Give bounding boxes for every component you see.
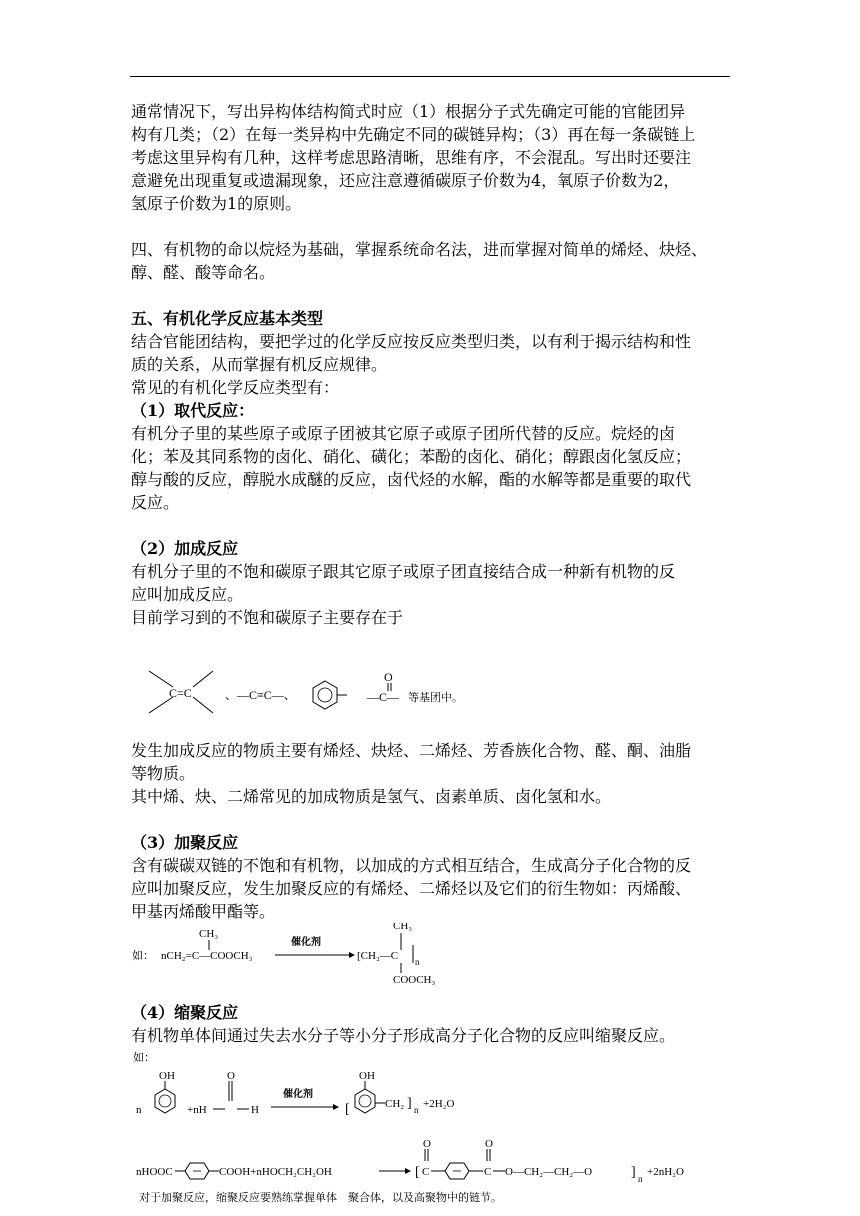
addition-after-line: 等物质。 bbox=[131, 764, 196, 783]
benzene-ring-icon bbox=[445, 1163, 469, 1179]
addition-heading: （2）加成反应 bbox=[131, 539, 239, 558]
addition-line: 目前学习到的不饱和碳原子主要存在于 bbox=[131, 608, 404, 627]
condensation-heading: （4）缩聚反应 bbox=[131, 1003, 239, 1022]
coefficient-n: n bbox=[136, 1104, 142, 1116]
polymer-subscript: n bbox=[415, 957, 420, 967]
intro-line: 氢原子价数为1的原则。 bbox=[131, 194, 302, 213]
section5-line: 质的关系，从而掌握有机反应规律。 bbox=[131, 355, 388, 374]
methyl-label-2: CH₃ bbox=[393, 923, 413, 932]
separator: 、 bbox=[225, 688, 238, 702]
groups-suffix: 等基团中。 bbox=[408, 692, 463, 704]
section5-heading: 五、有机化学反应基本类型 bbox=[131, 309, 324, 328]
glycol-chain: O—CH₂—CH₂—O bbox=[505, 1166, 593, 1178]
addition-line: 应叫加成反应。 bbox=[131, 585, 244, 604]
header-rule bbox=[130, 76, 730, 77]
bracket-right: ] bbox=[407, 1096, 412, 1111]
substitution-line: 化；苯及其同系物的卤化、硝化、磺化；苯酚的卤化、硝化；醇跟卤化氢反应； bbox=[131, 447, 692, 466]
benzene-ring-icon bbox=[155, 1089, 175, 1113]
addition-after-line: 其中烯、炔、二烯常见的加成物质是氢气、卤素单质、卤化氢和水。 bbox=[131, 787, 612, 806]
addition-polymerization-line: 甲基丙烯酸甲酯等。 bbox=[131, 902, 276, 921]
addition-after-line: 发生加成反应的物质主要有烯烃、炔烃、二烯烃、芳香族化合物、醛、酮、油脂 bbox=[131, 741, 692, 760]
caption: 对于加聚反应，缩聚反应要熟练掌握单体 聚合体，以及高聚物中的链节。 bbox=[139, 1191, 502, 1204]
carbonyl-oxygen: O bbox=[485, 1138, 493, 1150]
catalyst-label: 催化剂 bbox=[291, 937, 321, 948]
addition-line: 有机分子里的不饱和碳原子跟其它原子或原子团直接结合成一种新有机物的反 bbox=[131, 562, 676, 581]
water-product: +2H₂O bbox=[423, 1098, 455, 1110]
example-prefix: 如： bbox=[133, 1052, 155, 1064]
water-product-2: +2nH₂O bbox=[647, 1166, 684, 1178]
bracket-left: [ bbox=[345, 1102, 350, 1117]
carbonyl-oxygen: O bbox=[423, 1138, 431, 1150]
svg-text:C: C bbox=[422, 1166, 430, 1178]
terephthalic-prefix: nHOOC bbox=[136, 1166, 173, 1178]
formaldehyde-oxygen: O bbox=[227, 1070, 235, 1082]
formaldehyde-prefix: +nH bbox=[187, 1104, 207, 1116]
formaldehyde-h: H bbox=[251, 1104, 259, 1116]
intro-line: 考虑这里异构有几种，这样考虑思路清晰，思维有序，不会混乱。写出时还要注 bbox=[131, 148, 692, 167]
hydroxyl-label: OH bbox=[159, 1070, 175, 1082]
ethylene-glycol: COOH+nHOCH₂CH₂OH bbox=[219, 1166, 332, 1178]
alkene-group: C=C bbox=[169, 686, 192, 700]
catalyst-label: 催化剂 bbox=[283, 1089, 313, 1100]
intro-line: 通常情况下，写出异构体结构简式时应（1）根据分子式先确定可能的官能团异 bbox=[131, 102, 686, 121]
section5-line: 结合官能团结构，要把学过的化学反应按反应类型归类，以有利于揭示结构和性 bbox=[131, 332, 692, 351]
substitution-line: 醇与酸的反应，醇脱水成醚的反应，卤代烃的水解，酯的水解等都是重要的取代 bbox=[131, 470, 692, 489]
condensation-line: 有机物单体间通过失去水分子等小分子形成高分子化合物的反应叫缩聚反应。 bbox=[131, 1026, 676, 1045]
carbonyl-oxygen: O bbox=[384, 670, 393, 684]
polymer-formula: [CH₂—C bbox=[357, 950, 399, 962]
svg-text:C: C bbox=[484, 1166, 492, 1178]
bracket-right: ] bbox=[631, 1165, 636, 1180]
addition-polymerization-line: 应叫加聚反应，发生加聚反应的有烯烃、二烯烃以及它们的衍生物如：丙烯酸、 bbox=[131, 879, 692, 898]
intro-line: 构有几类；（2）在每一类异构中先确定不同的碳链异构；（3）再在每一条碳链上 bbox=[131, 125, 696, 144]
addition-polymerization-equation bbox=[131, 923, 731, 993]
substitution-line: 有机分子里的某些原子或原子团被其它原子或原子团所代替的反应。烷烃的卤 bbox=[131, 424, 676, 443]
benzene-ring-icon bbox=[313, 681, 347, 709]
example-prefix: 如： bbox=[132, 950, 154, 962]
unsaturated-groups-figure bbox=[131, 629, 731, 739]
condensation-equations bbox=[133, 1047, 733, 1197]
monomer-formula: nCH₂=C—COOCH₃ bbox=[161, 950, 253, 962]
addition-polymerization-heading: （3）加聚反应 bbox=[131, 833, 239, 852]
addition-polymerization-line: 含有碳碳双链的不饱和有机物，以加成的方式相互结合，生成高分子化合物的反 bbox=[131, 856, 692, 875]
intro-line: 意避免出现重复或遗漏现象，还应注意遵循碳原子价数为4，氧原子价数为2， bbox=[131, 171, 680, 190]
methyl-label: CH₃ bbox=[199, 928, 219, 940]
benzene-ring-icon bbox=[185, 1163, 209, 1179]
substitution-heading: （1）取代反应： bbox=[131, 401, 255, 420]
ester-group: COOCH₃ bbox=[393, 974, 436, 986]
methylene-label: CH₂ bbox=[385, 1098, 405, 1110]
subscript-n: n bbox=[638, 1174, 643, 1184]
document-page bbox=[131, 100, 731, 1205]
subscript-n: n bbox=[414, 1105, 419, 1115]
alkyne-group: —C≡C—、 bbox=[237, 688, 296, 702]
carbonyl-group: —C— bbox=[367, 690, 400, 704]
section4-line: 四、有机物的命以烷烃为基础，掌握系统命名法，进而掌握对简单的烯烃、炔烃、 bbox=[131, 240, 708, 259]
bracket-left: [ bbox=[415, 1165, 420, 1180]
substitution-line: 反应。 bbox=[131, 493, 180, 512]
benzene-ring-icon bbox=[355, 1089, 375, 1113]
hydroxyl-label: OH bbox=[359, 1070, 375, 1082]
section4-line: 醇、醛、酸等命名。 bbox=[131, 263, 276, 282]
section5-line: 常见的有机化学反应类型有： bbox=[131, 378, 340, 397]
